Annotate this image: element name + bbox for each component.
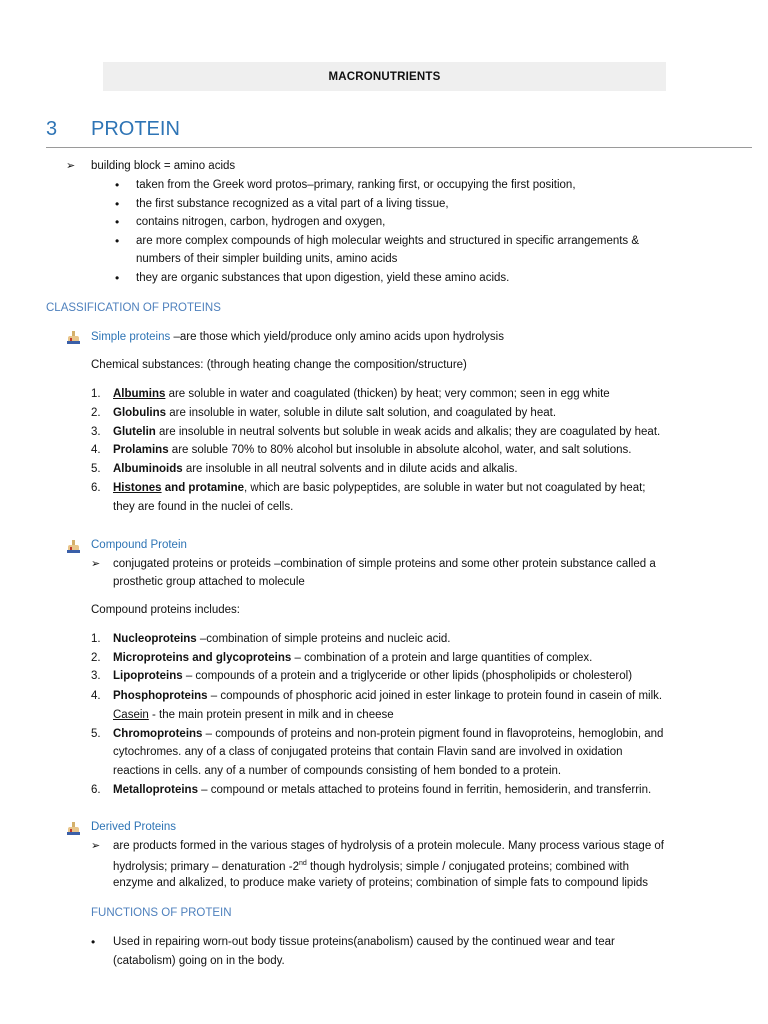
casein-text: - the main protein present in milk and in cheese [148, 709, 394, 721]
item-term-joiner: and [161, 482, 189, 494]
simple-item-5 [113, 460, 518, 478]
simple-item-4 [113, 441, 631, 459]
chemical-substances-line: Chemical substances: (through heating change the composition/structure) [91, 359, 467, 371]
item-text: are soluble 70% to 80% alcohol but insoluble in absolute alcohol, water, and salt solutions. [168, 444, 632, 456]
derived-proteins-label: Derived Proteins [91, 821, 177, 833]
item-text: are insoluble in water, soluble in dilute salt solution, and coagulated by heat. [166, 407, 557, 419]
compound-includes: Compound proteins includes: [91, 604, 240, 616]
compound-item-2 [113, 649, 592, 667]
compound-item-number: 6. [91, 784, 101, 796]
compound-item-1 [113, 630, 451, 648]
compound-item-3 [113, 667, 632, 685]
item-term: Phosphoproteins [113, 690, 208, 702]
functions-line-1: Used in repairing worn-out body tissue proteins(anabolism) caused by the continued wear and tear [113, 936, 615, 948]
functions-heading: FUNCTIONS OF PROTEIN [91, 907, 232, 919]
item-text: are insoluble in all neutral solvents and in dilute acids and alkalis. [182, 463, 518, 475]
casein-line [113, 706, 394, 724]
simple-item-number: 6. [91, 482, 101, 494]
item-term: protamine [188, 482, 245, 494]
intro-bullet-2: the first substance recognized as a vital part of a living tissue, [136, 198, 449, 210]
simple-item-6-cont: they are found in the nuclei of cells. [113, 501, 294, 513]
simple-item-number: 1. [91, 388, 101, 400]
bullet-icon: • [115, 271, 120, 285]
simple-item-number: 2. [91, 407, 101, 419]
simple-item-2 [113, 404, 556, 422]
compound-item-6 [113, 781, 651, 799]
item-term: Nucleoproteins [113, 633, 197, 645]
item-term: Lipoproteins [113, 670, 183, 682]
pointing-hand-icon [67, 822, 80, 835]
item-text: – combination of a protein and large quantities of complex. [291, 652, 593, 664]
derived-line-1: are products formed in the various stages of hydrolysis of a protein molecule. Many process various stage of [113, 840, 664, 852]
item-text: are soluble in water and coagulated (thicken) by heat; very common; seen in egg white [165, 388, 610, 400]
simple-proteins-text: –are those which yield/produce only amino acids upon hydrolysis [170, 331, 504, 343]
pointing-hand-icon [67, 331, 80, 344]
intro-arrow-item: building block = amino acids [91, 160, 236, 172]
compound-item-4 [113, 687, 662, 705]
simple-proteins-line [91, 328, 504, 346]
item-term: Prolamins [113, 444, 169, 456]
simple-proteins-label: Simple proteins [91, 331, 171, 343]
simple-item-number: 5. [91, 463, 101, 475]
header-title: MACRONUTRIENTS [328, 70, 441, 83]
bullet-icon: • [115, 197, 120, 211]
item-text: are insoluble in neutral solvents but soluble in weak acids and alkalis; they are coagulated by heat. [155, 426, 661, 438]
functions-line-2: (catabolism) going on in the body. [113, 955, 285, 967]
item-text: – compounds of proteins and non-protein pigment found in flavoproteins, hemoglobin, and [202, 728, 664, 740]
compound-item-5 [113, 725, 663, 743]
arrow-bullet-icon: ➢ [66, 160, 76, 172]
compound-item-number: 2. [91, 652, 101, 664]
item-term: Histones [113, 482, 162, 494]
compound-item-number: 3. [91, 670, 101, 682]
intro-bullet-3: contains nitrogen, carbon, hydrogen and oxygen, [136, 216, 386, 228]
item-text: –combination of simple proteins and nucleic acid. [196, 633, 451, 645]
classification-heading: CLASSIFICATION OF PROTEINS [46, 302, 221, 314]
chromo-cont-2: reactions in cells. any of a number of compounds consisting of hem bonded to a protein. [113, 765, 562, 777]
chromo-cont-1: cytochromes. any of a class of conjugated proteins that contain Flavin sand are involved in oxidation [113, 746, 623, 758]
item-term: Globulins [113, 407, 167, 419]
bullet-icon: • [115, 215, 120, 229]
casein-term: Casein [113, 709, 149, 721]
intro-bullet-5: they are organic substances that upon digestion, yield these amino acids. [136, 272, 510, 284]
compound-item-number: 1. [91, 633, 101, 645]
bullet-icon: • [115, 234, 120, 248]
compound-arrow-line-2: prosthetic group attached to molecule [113, 576, 305, 588]
bullet-icon: • [115, 178, 120, 192]
compound-item-number: 5. [91, 728, 101, 740]
simple-item-number: 4. [91, 444, 101, 456]
bullet-icon: • [91, 935, 96, 949]
arrow-bullet-icon: ➢ [91, 840, 101, 852]
derived-line-2-b: though hydrolysis; simple / conjugated proteins; combined with [306, 860, 629, 873]
ordinal-superscript: nd [299, 860, 307, 867]
compound-item-number: 4. [91, 690, 101, 702]
arrow-bullet-icon: ➢ [91, 558, 101, 570]
section-number: 3 [46, 118, 58, 140]
intro-bullet-1: taken from the Greek word protos–primary, ranking first, or occupying the first position, [136, 179, 576, 191]
simple-item-3 [113, 423, 660, 441]
document-header [103, 62, 666, 91]
section-heading [46, 117, 752, 148]
compound-arrow-line-1: conjugated proteins or proteids –combination of simple proteins and some other protein substance called a [113, 558, 656, 570]
item-text: – compound or metals attached to proteins found in ferritin, hemosiderin, and transferrin. [197, 784, 652, 796]
item-term: Microproteins and glycoproteins [113, 652, 292, 664]
item-term: Glutelin [113, 426, 156, 438]
compound-protein-label: Compound Protein [91, 539, 187, 551]
item-term: Albuminoids [113, 463, 183, 475]
item-term: Albumins [113, 388, 166, 400]
derived-line-2 [113, 855, 629, 876]
intro-bullet-4-cont: numbers of their simpler building units, amino acids [136, 253, 398, 265]
derived-line-3: enzyme and alkalized, to produce make variety of proteins; combination of simple fats to compound lipids [113, 877, 649, 889]
item-term: Metalloproteins [113, 784, 198, 796]
intro-bullet-4: are more complex compounds of high molecular weights and structured in specific arrangements & [136, 235, 640, 247]
item-text: – compounds of a protein and a triglyceride or other lipids (phospholipids or cholesterol) [182, 670, 633, 682]
simple-item-number: 3. [91, 426, 101, 438]
item-text: – compounds of phosphoric acid joined in ester linkage to protein found in casein of milk. [207, 690, 663, 702]
item-text: , which are basic polypeptides, are soluble in water but not coagulated by heat; [244, 482, 646, 494]
section-title: PROTEIN [91, 118, 180, 140]
derived-line-2-a: hydrolysis; primary – denaturation -2 [113, 860, 299, 873]
item-term: Chromoproteins [113, 728, 203, 740]
simple-item-6 [113, 479, 646, 497]
simple-item-1 [113, 385, 610, 403]
pointing-hand-icon [67, 540, 80, 553]
